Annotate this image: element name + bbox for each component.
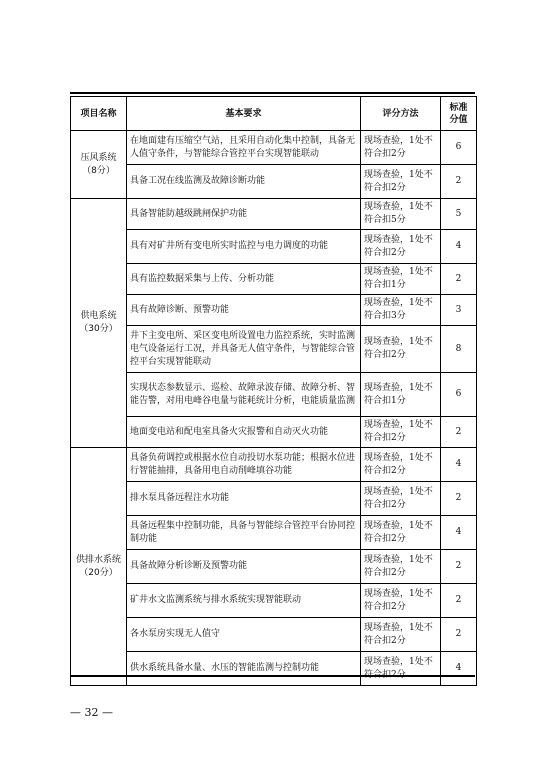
table-row: [71, 448, 477, 482]
score-cell: 6: [441, 131, 477, 165]
evaluation-table: [70, 96, 477, 686]
table-row: [71, 131, 477, 165]
requirement-cell: 具备故障分析诊断及预警功能: [127, 550, 361, 584]
score-cell: 5: [441, 199, 477, 230]
scoring-method-cell: 现场查验，1处不符合扣2分: [361, 550, 441, 584]
scoring-method-cell: 现场查验，1处不符合扣2分: [361, 417, 441, 448]
score-cell: 2: [441, 165, 477, 199]
requirement-cell: 在地面建有压缩空气站，且采用自动化集中控制，具备无人值守条件，与智能综合管控平台实现智能联动: [127, 131, 361, 165]
header-standard-score: 标准 分值: [441, 97, 477, 131]
scoring-method-cell: 现场查验，1处不符合扣2分: [361, 652, 441, 686]
table-row: [71, 264, 477, 295]
requirement-cell: 实现状态参数显示、巡检、故障录波存储、故障分析、智能告警，对用电峰谷电量与能耗统计分析，电能质量监测: [127, 373, 361, 417]
score-cell: 6: [441, 373, 477, 417]
score-cell: 2: [441, 618, 477, 652]
scoring-method-cell: 现场查验，1处不符合扣2分: [361, 482, 441, 516]
requirement-cell: 具备智能防越级跳闸保护功能: [127, 199, 361, 230]
requirement-cell: 具备工况在线监测及故障诊断功能: [127, 165, 361, 199]
requirement-cell: 具有对矿井所有变电所实时监控与电力调度的功能: [127, 230, 361, 264]
requirement-cell: 井下主变电所、采区变电所设置电力监控系统，实时监测电气设备运行工况，并具备无人值守条件，与智能综合管控平台实现智能联动: [127, 326, 361, 373]
system-name-cell: 供排水系统 （20分）: [71, 448, 127, 686]
scoring-method-cell: 现场查验，1处不符合扣2分: [361, 618, 441, 652]
score-cell: 2: [441, 482, 477, 516]
table-top-rule: [70, 92, 475, 94]
score-cell: 4: [441, 652, 477, 686]
score-cell: 2: [441, 584, 477, 618]
scoring-method-cell: 现场查验，1处不符合扣5分: [361, 199, 441, 230]
page-number: — 32 —: [70, 706, 113, 719]
requirement-cell: 具有故障诊断、预警功能: [127, 295, 361, 326]
system-name-cell: 供电系统 （30分）: [71, 199, 127, 448]
table-row: [71, 516, 477, 550]
scoring-method-cell: 现场查验，1处不符合扣1分: [361, 264, 441, 295]
requirement-cell: 各水泵房实现无人值守: [127, 618, 361, 652]
scoring-method-cell: 现场查验，1处不符合扣2分: [361, 165, 441, 199]
table-row: [71, 652, 477, 686]
table-row: [71, 584, 477, 618]
score-cell: 2: [441, 550, 477, 584]
score-cell: 4: [441, 516, 477, 550]
header-scoring-method: 评分方法: [361, 97, 441, 131]
requirement-cell: 排水泵具备远程注水功能: [127, 482, 361, 516]
table-row: [71, 482, 477, 516]
table-row: [71, 417, 477, 448]
requirement-cell: 具有监控数据采集与上传、分析功能: [127, 264, 361, 295]
scoring-method-cell: 现场查验，1处不符合扣2分: [361, 448, 441, 482]
score-cell: 3: [441, 295, 477, 326]
table-row: [71, 373, 477, 417]
requirement-cell: 地面变电站和配电室具备火灾报警和自动灭火功能: [127, 417, 361, 448]
table-row: [71, 295, 477, 326]
scoring-method-cell: 现场查验，1处不符合扣3分: [361, 295, 441, 326]
scoring-method-cell: 现场查验，1处不符合扣2分: [361, 131, 441, 165]
table-row: [71, 199, 477, 230]
requirement-cell: 具备负荷调控或根据水位自动投切水泵功能；根据水位进行智能抽排，具备用电自动削峰填谷功能: [127, 448, 361, 482]
score-cell: 4: [441, 448, 477, 482]
system-name-cell: 压风系统 （8分）: [71, 131, 127, 199]
header-item-name: 项目名称: [71, 97, 127, 131]
header-basic-requirements: 基本要求: [127, 97, 361, 131]
scoring-method-cell: 现场查验，1处不符合扣2分: [361, 516, 441, 550]
scoring-method-cell: 现场查验，1处不符合扣2分: [361, 584, 441, 618]
table-row: [71, 618, 477, 652]
requirement-cell: 矿井水文监测系统与排水系统实现智能联动: [127, 584, 361, 618]
table-row: [71, 165, 477, 199]
table-row: [71, 326, 477, 373]
scoring-method-cell: 现场查验，1处不符合扣2分: [361, 230, 441, 264]
score-cell: 2: [441, 417, 477, 448]
table-header-row: [71, 97, 477, 131]
score-cell: 4: [441, 230, 477, 264]
score-cell: 2: [441, 264, 477, 295]
table-bottom-rule: [70, 675, 475, 677]
requirement-cell: 供水系统具备水量、水压的智能监测与控制功能: [127, 652, 361, 686]
score-cell: 8: [441, 326, 477, 373]
requirement-cell: 具备远程集中控制功能，具备与智能综合管控平台协同控制功能: [127, 516, 361, 550]
scoring-method-cell: 现场查验，1处不符合扣1分: [361, 373, 441, 417]
scoring-method-cell: 现场查验，1处不符合扣2分: [361, 326, 441, 373]
table-row: [71, 550, 477, 584]
table-row: [71, 230, 477, 264]
